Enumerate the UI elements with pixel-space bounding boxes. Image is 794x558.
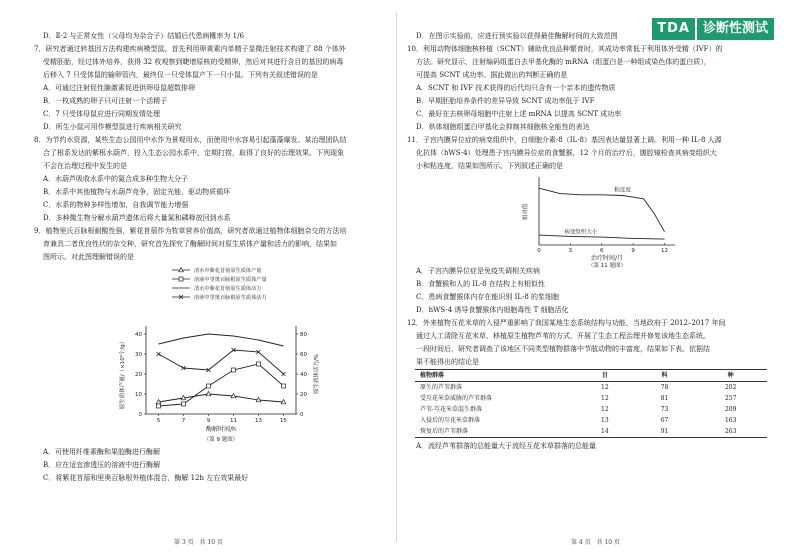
right-page-footer: 第 4 页 共 10 页 <box>570 539 621 546</box>
q9-option-c: C．将紫花苜蓿和里奥百脉根外植体混合，酶解 12h 左右效果最好 <box>43 474 249 482</box>
x-tick-label: 15 <box>280 418 287 424</box>
q9-option-d: D．在图示实验前，应进行预实验以获得最佳酶解时间的大致范围 <box>416 32 618 40</box>
data-point <box>206 392 211 396</box>
table-cell: 163 <box>724 417 737 424</box>
x-tick-label: 6 <box>600 248 604 254</box>
series-line <box>159 334 284 346</box>
table-row <box>415 393 767 404</box>
q8-option-d: D．多种微生物分解水葫芦遗体后将大量氮和磷释放回到水系 <box>43 214 231 222</box>
table-header-row <box>415 370 767 382</box>
x-axis-label: 酶解时间/h <box>206 426 236 433</box>
brand-tag: TDA <box>652 18 695 40</box>
legend-entry: 清水中紫花苜蓿原生质体产量 <box>194 268 262 275</box>
series-line <box>539 235 665 239</box>
q8-option-c: C．水系的物种多样性增加，自我调节能力增强 <box>43 201 189 209</box>
series-line <box>159 364 284 406</box>
table-cell: 原生的芦苇群落 <box>420 384 463 391</box>
q12-stem-line-1: 12．外来植物互花米草的入侵严重影响了我国某地生态系统结构与功能，当地政府于 2012–2017 年间 <box>407 319 726 327</box>
table-cell: 257 <box>724 395 737 402</box>
q9-option-b: B．应在适宜渗透压的溶液中进行酶解 <box>43 461 161 469</box>
q8-stem-line-2: 合了根系发达的紫根水葫芦，投入生态公园水系中，定期打捞，取得了良好的治理效果。下列现象 <box>43 149 344 157</box>
y-right-tick-label: 60 <box>300 352 307 358</box>
q7-option-b: B．一枚成熟的卵子只可注射一个活精子 <box>43 97 168 105</box>
y-axis-right-label: 原生质体活力/% <box>314 353 320 395</box>
legend-entry: 溶液中里奥百脉根原生质体产量 <box>194 277 267 284</box>
table-cell: 12 <box>601 395 609 402</box>
q10-option-b: B．早期胚胎培养条件的差异导致 SCNT 成功率低于 IVF <box>416 97 595 105</box>
q8-stem-line-1: 8．为节约水资源，某些生态公园用中水作为景观用水，而使用中水容易引起藻藻爆发。某治理团队结 <box>34 136 347 144</box>
q9-stem-line-2: 育兼具二者优良性状的杂交种，研究首先探究了酶解时间对原生质体产量和活力的影响，结果如 <box>43 240 337 248</box>
question-7 <box>34 43 384 134</box>
series-line <box>159 350 284 374</box>
q9-chart-axes <box>118 326 320 443</box>
table-cell: 12 <box>601 406 609 413</box>
question-9 <box>34 225 384 485</box>
q7-stem-line-1: 7．研究者通过转基因方法构建疾病模型鼠。首先利用卵黄素内单精子显微注射技术构建了 88 个体外 <box>34 45 346 53</box>
q7-option-d: D．所生小鼠可用作模型鼠进行疾病相关研究 <box>43 123 182 131</box>
q9-stem-line-1: 9．植物里氏百脉根耐酸性强，紫花苜蓿作为牧草营养价值高，研究者欲通过植物体细胞杂交的方法培 <box>34 227 347 235</box>
table-cell: 67 <box>660 417 669 424</box>
data-point <box>182 402 186 406</box>
y-right-tick-label: 0 <box>300 412 304 418</box>
table-cell: 入侵后的互花米草群落 <box>420 417 481 424</box>
table-cell: 91 <box>635 426 695 438</box>
table-row <box>415 404 767 415</box>
x-tick-label: 3 <box>568 248 573 254</box>
q11-option-c: C．患病食蟹猴体内存在能识别 IL-8 的浆细胞 <box>416 293 560 301</box>
table-row <box>415 382 767 394</box>
chart-title: （第 9 题图） <box>203 437 239 443</box>
left-column <box>34 30 384 485</box>
series-line <box>159 394 284 402</box>
q7-stem-line-2: 受精胚胎，经过体外培养，获得 32 枚观察到睫增原核的受精卵，然后对其进行含目的基因的病毒 <box>43 58 344 66</box>
x-axis-label: 治疗时间/月 <box>590 255 624 262</box>
data-point <box>207 384 211 388</box>
q11-chart-axes <box>521 177 675 269</box>
y-left-tick-label: 10 <box>135 392 142 398</box>
y-left-tick-label: 30 <box>135 352 142 358</box>
x-tick-label: 9 <box>631 248 635 254</box>
data-point <box>282 384 286 388</box>
left-page-footer: 第 3 页 共 10 页 <box>173 539 224 546</box>
q11-option-d: D．hWS-4 诱导食蟹猴体内细胞毒性 T 细胞活化 <box>416 306 569 314</box>
data-point <box>232 368 236 372</box>
table-header-cell: 目 <box>575 370 635 382</box>
q10-option-a: A．SCNT 和 IVF 技术获得的后代均只含有一个亲本的遗传物质 <box>416 84 616 92</box>
table-cell: 73 <box>660 406 669 413</box>
table-cell: 受互花米草威胁的芦苇群落 <box>420 395 493 402</box>
y-axis-label: 相对值 <box>523 203 529 221</box>
table-header-cell: 种 <box>694 370 767 382</box>
y-left-tick-label: 0 <box>138 412 142 418</box>
x-tick-label: 12 <box>661 248 669 254</box>
q9-stem-line-3: 图所示。对此图理解错误的是 <box>43 253 134 261</box>
q11-stem-line-2: 化抗体（hWS-4）处理患子宫内膜异位症的食蟹猴，12 个月的治疗后，腹腔镜检查其病变组织大 <box>416 149 717 157</box>
q11-chart <box>517 173 769 269</box>
q11-chart-series <box>539 186 665 240</box>
q11-stem-line-1: 11．子宫内膜异位症的病变组织中，白细胞介素-8（IL-8）基因表达量显著上调。利用一种 IL-8 人源 <box>407 136 722 144</box>
q7-stem-line-3: 后移入 7 只受体鼠的输卵管内，最终仅一只受体鼠产下一只小鼠。下列有关叙述错误的是 <box>43 71 318 79</box>
data-point <box>157 404 161 408</box>
data-point <box>257 362 261 366</box>
q9-chart <box>74 264 384 446</box>
q9-chart-series <box>156 334 286 408</box>
table-cell: 12 <box>601 384 609 391</box>
table-cell: 202 <box>724 384 737 391</box>
series-label: 粘连度 <box>614 187 631 194</box>
q8-option-b: B．水系中其他植物与水葫芦竞争，固定光能，驱动物质循环 <box>43 188 231 196</box>
q11-option-a: A．子宫内膜异位症是免疫失调相关疾病 <box>416 267 541 275</box>
q12-data-table <box>415 369 767 438</box>
q11-chart-svg <box>517 173 687 269</box>
q10-stem-line-2: 方法。研究显示，注射编码组蛋白去甲基化酶的 mRNA（组蛋白是一种组成染色体的蛋白质）， <box>416 58 711 66</box>
q6-option-d: D．Ⅱ-2 与正常女性（父母均为杂合子）结婚后代患病概率为 1/6 <box>43 32 244 40</box>
right-page <box>397 0 794 558</box>
q11-stem-line-3: 小和粘连度，结果如图所示。下列叙述正确的是 <box>416 162 563 170</box>
q9-chart-svg <box>74 264 344 446</box>
table-cell: 263 <box>694 426 767 438</box>
data-point <box>157 352 161 356</box>
q11-option-b: B．食蟹猴和人的 IL-8 在结构上有相似性 <box>416 280 545 288</box>
question-12 <box>407 317 769 453</box>
question-10 <box>407 43 769 134</box>
y-left-tick-label: 20 <box>135 372 142 378</box>
x-tick-label: 7 <box>181 418 186 424</box>
q12-stem-line-2: 通过人工清除互花米草、移植原生植物芦苇的方式，开展了生态工程治理并修复该地生态系统。 <box>416 332 710 340</box>
legend-entry: 溶液中里奥百脉根原生质体活力 <box>194 295 267 302</box>
legend-entry: 清水中紫花苜蓿原生质体活力 <box>194 286 262 293</box>
table-cell: 14 <box>575 426 635 438</box>
question-11 <box>407 134 769 317</box>
q10-option-d: D．供体细胞组蛋白甲基化会抑制其细胞核全能性的表达 <box>416 123 590 131</box>
question-8 <box>34 134 384 225</box>
data-point <box>179 277 183 281</box>
q12-option-a: A．流经芦苇群落的总能量大于流经互花米草群落的总能量 <box>416 442 597 450</box>
y-left-tick-label: 40 <box>135 332 142 338</box>
x-tick-label: 0 <box>537 248 541 254</box>
table-cell: 81 <box>660 395 669 402</box>
q9-chart-legend <box>172 266 267 301</box>
table-row <box>415 415 767 426</box>
q10-stem-line-1: 10．利用动物体细胞核移植（SCNT）辅助优良品种繁育时，其成功率常低于利用体外受精（IVF）的 <box>407 45 723 53</box>
table-row <box>415 426 767 438</box>
x-tick-label: 11 <box>230 418 237 424</box>
table-cell: 13 <box>601 417 609 424</box>
q9-option-a: A．可使用纤维素酶和果胶酶进行酶解 <box>43 448 161 456</box>
q10-option-c: C．最好在去核卵母细胞中注射上述 mRNA 以提高 SCNT 成功率 <box>416 110 622 118</box>
series-label: 病变组织大小 <box>564 229 598 236</box>
brand-title: 诊断性测试 <box>697 18 774 40</box>
x-tick-label: 13 <box>255 418 262 424</box>
q7-option-c: C．7 只受体母鼠应进行同期发情处理 <box>43 110 161 118</box>
table-cell: 芦苇-互花米草混生群落 <box>420 406 483 413</box>
q8-option-a: A．水葫芦吸收水系中的氮合成多种生物大分子 <box>43 175 189 183</box>
x-tick-label: 5 <box>156 418 161 424</box>
data-point <box>282 372 286 376</box>
table-cell: 209 <box>724 406 737 413</box>
chart-title: （第 11 题图） <box>588 263 626 269</box>
q12-stem-line-4: 果不能得出的结论是 <box>416 358 479 366</box>
table-cell: 恢复后的芦苇群落 <box>415 426 575 438</box>
series-line <box>539 188 665 232</box>
x-tick-label: 9 <box>206 418 211 424</box>
y-right-tick-label: 20 <box>300 392 307 398</box>
q12-stem-line-3: 一段时间后，研究者调查了该地区不同类型植物群落中节肢动物的丰富度，结果如下表。依据结 <box>416 345 710 353</box>
q8-stem-line-3: 不会在治理过程中发生的是 <box>43 162 127 170</box>
right-column <box>407 30 769 453</box>
table-cell: 78 <box>660 384 669 391</box>
table-header-cell: 科 <box>635 370 695 382</box>
y-right-tick-label: 80 <box>300 332 307 338</box>
y-axis-left-label: 原生质体产量/（×10⁵个/g） <box>120 338 126 410</box>
q10-stem-line-3: 可提高 SCNT 成功率。据此做出的判断正确的是 <box>416 71 568 79</box>
q7-option-a: A．可通过注射促性腺激素促进供卵母鼠超数排卵 <box>43 84 196 92</box>
table-header-cell: 植物群落 <box>415 370 575 382</box>
y-right-tick-label: 40 <box>300 372 307 378</box>
